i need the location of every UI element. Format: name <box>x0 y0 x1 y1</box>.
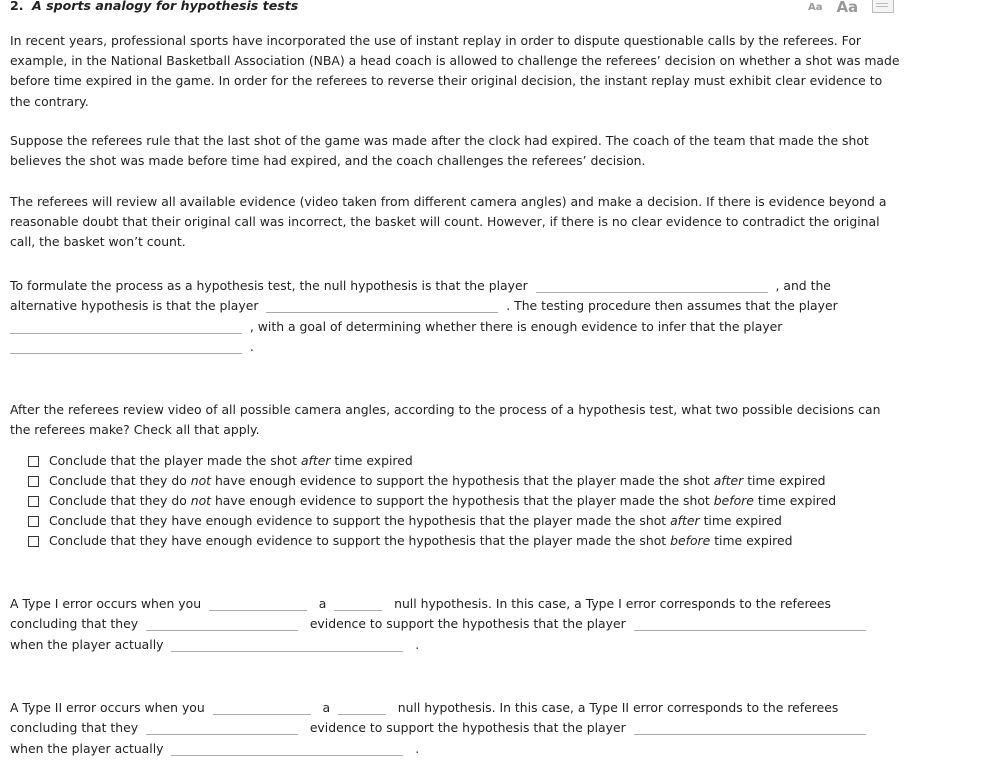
option-label: Conclude that they do not have enough evidence to support the hypothesis that the player made the shot before time expired <box>49 493 837 508</box>
option-label: Conclude that the player made the shot after time expired <box>49 453 413 468</box>
intro-paragraph: In recent years, professional sports have incorporated the use of instant replay in order to dispute questionable calls by the referees. For example, in the National Basketball Association (NBA) a head coach is allowed to challenge the referees’ decision on whether a shot was made before time expired in the game. In order for the referees to reverse their original decision, the instant replay must exhibit clear evidence to the contrary. <box>10 33 900 109</box>
checkbox[interactable] <box>28 496 39 507</box>
type1-text-1: A Type I error occurs when you <box>10 596 202 611</box>
type2-truth-dropdown[interactable] <box>338 700 386 715</box>
print-icon[interactable] <box>872 0 894 13</box>
type1-hypothesis-dropdown[interactable] <box>634 616 866 631</box>
infer-dropdown[interactable] <box>10 339 242 354</box>
type2-text-6: . <box>415 740 420 756</box>
question-title <box>10 0 298 13</box>
decisions-question: After the referees review video of all possible camera angles, according to the process of a hypothesis test, what two possible decisions can the referees make? Check all that apply. <box>10 402 881 438</box>
type2-text-3: null hypothesis. In this case, a Type II error corresponds to the referees concluding that they <box>10 700 839 736</box>
formulate-text-1: To formulate the process as a hypothesis test, the null hypothesis is that the player <box>10 278 528 293</box>
decision-option-4[interactable] <box>28 511 836 531</box>
text-size-controls <box>808 0 858 16</box>
decision-option-2[interactable] <box>28 471 836 491</box>
type2-text-4: evidence to support the hypothesis that the player <box>309 720 626 736</box>
formulate-text-3: . The testing procedure then assumes that the player <box>506 298 838 314</box>
review-paragraph: The referees will review all available evidence (video taken from different camera angles) and make a decision. If there is evidence beyond a reasonable doubt that their original call was incorrect, the basket will count. However, if there is no clear evidence to contradict the original call, the basket won’t count. <box>10 194 887 250</box>
type1-text-2: a <box>318 596 327 611</box>
checkbox[interactable] <box>28 516 39 527</box>
type2-hypothesis-dropdown[interactable] <box>634 720 866 735</box>
type1-text-6: . <box>415 636 420 652</box>
decision-option-5[interactable] <box>28 531 836 551</box>
formulate-paragraph <box>10 276 900 357</box>
type2-evidence-dropdown[interactable] <box>146 720 298 735</box>
type1-actual-dropdown[interactable] <box>171 637 403 652</box>
decision-option-3[interactable] <box>28 491 836 511</box>
decision-options <box>28 451 836 551</box>
type1-text-3: null hypothesis. In this case, a Type I error corresponds to the referees concluding that they <box>10 596 831 632</box>
type2-action-dropdown[interactable] <box>213 700 311 715</box>
type2-actual-dropdown[interactable] <box>171 741 403 756</box>
decision-option-1[interactable] <box>28 451 836 471</box>
type1-truth-dropdown[interactable] <box>334 596 382 611</box>
option-label: Conclude that they have enough evidence to support the hypothesis that the player made the shot after time expired <box>49 513 782 528</box>
option-label: Conclude that they have enough evidence to support the hypothesis that the player made the shot before time expired <box>49 533 793 548</box>
text-size-small-button[interactable]: Aa <box>808 2 823 13</box>
type1-paragraph <box>10 594 900 655</box>
type1-action-dropdown[interactable] <box>209 596 307 611</box>
type1-evidence-dropdown[interactable] <box>146 616 298 631</box>
type1-text-4: evidence to support the hypothesis that the player <box>309 616 626 632</box>
question-title-text: A sports analogy for hypothesis tests <box>31 0 299 13</box>
type2-text-2: a <box>322 700 331 715</box>
null-hypothesis-dropdown[interactable] <box>536 278 768 293</box>
checkbox[interactable] <box>28 476 39 487</box>
alternative-hypothesis-dropdown[interactable] <box>266 298 498 313</box>
question-number: 2. <box>10 0 24 13</box>
checkbox[interactable] <box>28 456 39 467</box>
checkbox[interactable] <box>28 536 39 547</box>
type1-text-5: when the player actually <box>10 636 164 652</box>
formulate-text-2: , and the alternative hypothesis is that the player <box>10 278 831 314</box>
option-label: Conclude that they do not have enough evidence to support the hypothesis that the player made the shot after time expired <box>49 473 826 488</box>
type2-text-5: when the player actually <box>10 740 164 756</box>
text-size-large-button[interactable]: Aa <box>836 0 859 16</box>
formulate-text-4: , with a goal of determining whether there is enough evidence to infer that the player <box>249 318 783 334</box>
assumes-dropdown[interactable] <box>10 319 242 334</box>
type2-paragraph <box>10 698 900 759</box>
type2-text-1: A Type II error occurs when you <box>10 700 205 715</box>
formulate-text-5: . <box>249 338 254 354</box>
scenario-paragraph: Suppose the referees rule that the last shot of the game was made after the clock had expired. The coach of the team that made the shot believes the shot was made before time had expired, and the coach challenges the referees’ decision. <box>10 133 869 169</box>
